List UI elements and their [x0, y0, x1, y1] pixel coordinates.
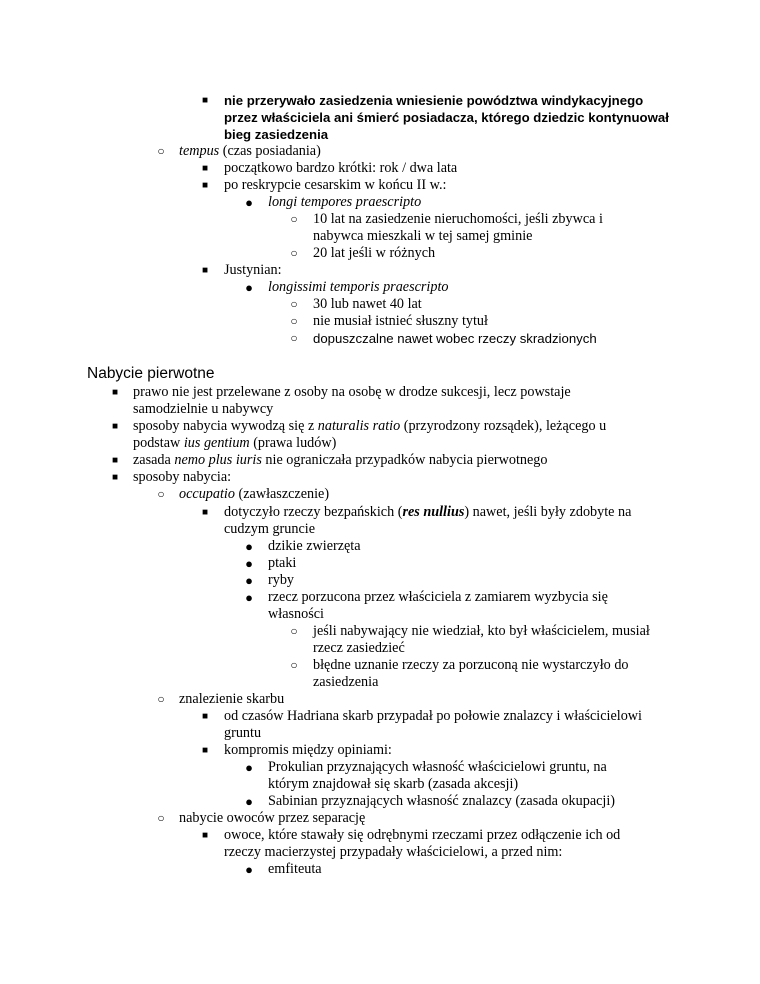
- text-line: znalezienie skarbu: [179, 691, 285, 707]
- square-bullet-icon: ■: [201, 95, 209, 106]
- circle-bullet-icon: ○: [290, 212, 298, 226]
- dot-bullet-icon: ●: [245, 794, 253, 809]
- text-line: nie przerywało zasiedzenia wniesienie powództwa windykacyjnego: [224, 93, 644, 108]
- text-line: jeśli nabywający nie wiedział, kto był właścicielem, musiał: [313, 623, 650, 639]
- text-line: ryby: [268, 572, 295, 588]
- text-line: błędne uznanie rzeczy za porzuconą nie wystarczyło do: [313, 657, 629, 673]
- section-heading: Nabycie pierwotne: [87, 365, 215, 382]
- square-bullet-icon: ■: [111, 455, 119, 466]
- text-line: sposoby nabycia:: [133, 469, 232, 485]
- text-line: dzikie zwierzęta: [268, 538, 361, 554]
- text-line: podstaw ius gentium (prawa ludów): [133, 435, 337, 451]
- text-line: Sabinian przyznających własność znalazcy (zasada okupacji): [268, 793, 616, 809]
- text-line: emfiteuta: [268, 861, 322, 877]
- square-bullet-icon: ■: [201, 180, 209, 191]
- circle-bullet-icon: ○: [290, 658, 298, 672]
- dot-bullet-icon: ●: [245, 195, 253, 210]
- text-line: początkowo bardzo krótki: rok / dwa lata: [224, 160, 458, 176]
- text-line: tempus (czas posiadania): [179, 143, 321, 159]
- circle-bullet-icon: ○: [290, 297, 298, 311]
- text-line: samodzielnie u nabywcy: [133, 401, 274, 417]
- text-line: nie musiał istnieć słuszny tytuł: [313, 313, 488, 329]
- dot-bullet-icon: ●: [245, 590, 253, 605]
- text-line: 30 lub nawet 40 lat: [313, 296, 422, 312]
- circle-bullet-icon: ○: [290, 246, 298, 260]
- text-line: 20 lat jeśli w różnych: [313, 245, 436, 261]
- text-line: nabycie owoców przez separację: [179, 810, 366, 826]
- text-line: po reskrypcie cesarskim w końcu II w.:: [224, 177, 447, 193]
- text-line: dotyczyło rzeczy bezpańskich (res nullius) nawet, jeśli były zdobyte na: [224, 504, 632, 520]
- dot-bullet-icon: ●: [245, 280, 253, 295]
- circle-bullet-icon: ○: [157, 487, 165, 501]
- dot-bullet-icon: ●: [245, 539, 253, 554]
- circle-bullet-icon: ○: [290, 624, 298, 638]
- text-line: przez właściciela ani śmierć posiadacza, którego dziedzic kontynuował: [224, 110, 669, 125]
- text-line: rzeczy macierzystej przypadały właścicielowi, a przed nim:: [224, 844, 563, 860]
- text-line: dopuszczalne nawet wobec rzeczy skradzionych: [313, 331, 597, 346]
- square-bullet-icon: ■: [201, 830, 209, 841]
- text-line: gruntu: [224, 725, 262, 741]
- square-bullet-icon: ■: [201, 745, 209, 756]
- square-bullet-icon: ■: [201, 265, 209, 276]
- text-line: kompromis między opiniami:: [224, 742, 392, 758]
- text-line: zasada nemo plus iuris nie ograniczała przypadków nabycia pierwotnego: [133, 452, 548, 468]
- text-line: rzecz porzucona przez właściciela z zamiarem wyzbycia się: [268, 589, 608, 605]
- text-line: rzecz zasiedzieć: [313, 640, 405, 656]
- text-line: occupatio (zawłaszczenie): [179, 486, 330, 502]
- text-line: 10 lat na zasiedzenie nieruchomości, jeśli zbywca i: [313, 211, 603, 227]
- square-bullet-icon: ■: [111, 472, 119, 483]
- text-line: którym znajdował się skarb (zasada akcesji): [268, 776, 519, 792]
- square-bullet-icon: ■: [201, 711, 209, 722]
- circle-bullet-icon: ○: [290, 331, 298, 345]
- text-line: longissimi temporis praescripto: [268, 279, 449, 295]
- circle-bullet-icon: ○: [157, 692, 165, 706]
- text-line: cudzym gruncie: [224, 521, 315, 537]
- text-line: sposoby nabycia wywodzą się z naturalis ratio (przyrodzony rozsądek), leżącego u: [133, 418, 607, 434]
- text-line: prawo nie jest przelewane z osoby na osobę w drodze sukcesji, lecz powstaje: [133, 384, 571, 400]
- dot-bullet-icon: ●: [245, 556, 253, 571]
- dot-bullet-icon: ●: [245, 760, 253, 775]
- text-line: nabywca mieszkali w tej samej gminie: [313, 228, 533, 244]
- text-line: Prokulian przyznających własność właścicielowi gruntu, na: [268, 759, 607, 775]
- square-bullet-icon: ■: [111, 421, 119, 432]
- text-line: od czasów Hadriana skarb przypadał po połowie znalazcy i właścicielowi: [224, 708, 642, 724]
- dot-bullet-icon: ●: [245, 573, 253, 588]
- text-line: longi tempores praescripto: [268, 194, 422, 210]
- text-line: Justynian:: [224, 262, 282, 278]
- square-bullet-icon: ■: [201, 163, 209, 174]
- circle-bullet-icon: ○: [157, 811, 165, 825]
- text-line: owoce, które stawały się odrębnymi rzeczami przez odłączenie ich od: [224, 827, 621, 843]
- text-line: zasiedzenia: [313, 674, 379, 690]
- text-line: własności: [268, 606, 324, 622]
- circle-bullet-icon: ○: [290, 314, 298, 328]
- text-line: ptaki: [268, 555, 297, 571]
- dot-bullet-icon: ●: [245, 862, 253, 877]
- text-line: bieg zasiedzenia: [224, 127, 329, 142]
- square-bullet-icon: ■: [111, 387, 119, 398]
- circle-bullet-icon: ○: [157, 144, 165, 158]
- square-bullet-icon: ■: [201, 507, 209, 518]
